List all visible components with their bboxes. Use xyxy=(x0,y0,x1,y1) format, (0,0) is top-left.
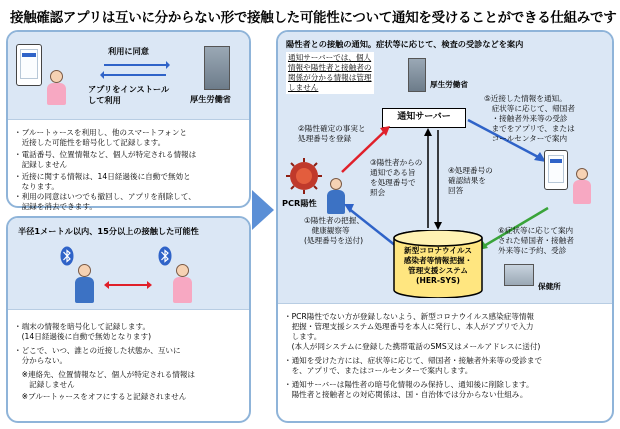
notified-person-body xyxy=(573,180,591,204)
step-6: ⑥症状等に応じて案内 された帰国者・接触者 外来等に予約、受診 xyxy=(498,226,574,255)
panel-proximity xyxy=(6,216,251,423)
panel1-bullet-3: ・近接に関する情報は、14日経過後に自動で無効と なります。 xyxy=(14,172,191,191)
hersys-box: 新型コロナウイルス 感染者等情報把握・ 管理支援システム (HER-SYS) xyxy=(403,246,473,285)
person-left-icon xyxy=(78,264,91,277)
panel2-bullet-3: ※連絡先、位置情報など、個人が特定される情報は 記録しません xyxy=(21,370,196,389)
notified-person-icon xyxy=(576,168,588,180)
flow-arrow xyxy=(252,190,274,230)
server-box: 通知サーバー xyxy=(382,108,466,128)
panel2-bullet-1: ・端末の情報を暗号化して記録します。 (14日経過後に自動で無効となります) xyxy=(14,322,152,341)
step-2: ②陽性確定の事実と 処理番号を登録 xyxy=(298,124,366,143)
server-note: 通知サーバーでは、個人 情報や陽性者と接触者の 関係が分かる情報は管理 しません xyxy=(288,53,372,92)
step-3: ③陽性者からの 通知である旨 を処理番号で 照会 xyxy=(370,158,423,197)
step-1: ①陽性者の把握、 健康観察等 (処理番号を送付) xyxy=(304,216,364,245)
notification-heading: 陽性者との接触の通知。症状等に応じて、検査の受診などを案内 xyxy=(286,39,524,49)
panel2-bullet-4: ※ブルートゥースをオフにすると記録されません xyxy=(14,392,187,401)
page-title: 接触確認アプリは互いに分からない形で接触した可能性について通知を受けることができる仕組みです xyxy=(10,10,617,26)
mhlw-label: 厚生労働省 xyxy=(190,94,231,104)
proximity-arrow xyxy=(104,280,152,290)
step-4: ④処理番号の 確認結果を 回答 xyxy=(448,166,493,195)
person-body xyxy=(47,83,66,105)
person-left-body xyxy=(75,277,94,303)
building-icon xyxy=(204,46,230,90)
health-center-label: 保健所 xyxy=(538,282,561,291)
phone-icon-2 xyxy=(544,150,568,190)
person-right-body xyxy=(173,277,192,303)
bluetooth-icon xyxy=(60,246,74,266)
mhlw-label-2: 厚生労働省 xyxy=(430,80,468,89)
install-label: アプリをインストール して利用 xyxy=(88,84,170,105)
panel3-bullet-3: ・通知サーバーは陽性者の暗号化情報のみ保持し、通知後に削除します。 陽性者と接触者との対応関係は、国・自治体では分からない仕組み。 xyxy=(284,380,534,399)
pcr-label: PCR陽性 xyxy=(282,198,317,208)
person-icon xyxy=(50,70,63,83)
panel1-bullet-4: ・利用の同意はいつでも撤回し、アプリを削除して、 記録を消去できます。 xyxy=(14,192,196,211)
panel3-bullet-1: ・PCR陽性でない方が登録しないよう、新型コロナウイルス感染症等情報 把握・管理支援システム処理番号を本人に発行し、本人がアプリで入力 します。 (本人が同システムに登録した携帯電話のSMS又はメールアドレスに送付) xyxy=(284,312,541,351)
panel2-bullet-2: ・どこで、いつ、誰との近接した状態か、互いに 分からない。 xyxy=(14,346,181,365)
person-right-icon xyxy=(176,264,189,277)
bluetooth-icon-2 xyxy=(158,246,172,266)
panel3-bullet-2: ・通知を受けた方には、症状等に応じて、帰国者・接触者外来等の受診まで を、アプリで、またはコールセンターで案内します。 xyxy=(284,356,543,375)
consent-arrows xyxy=(100,60,170,80)
panel1-bullet-1: ・ブルートゥースを利用し、他のスマートフォンと 近接した可能性を暗号化して記録します。 xyxy=(14,128,188,147)
hospital-icon xyxy=(504,264,534,286)
phone-icon xyxy=(16,44,42,86)
panel1-bullet-2: ・電話番号、位置情報など、個人が特定される情報は 記録しません xyxy=(14,150,197,169)
step-5: ⑤近接した情報を通知。 症状等に応じて、帰国者 ・接触者外来等の受診 までをアプリで、または コールセンターで案内 xyxy=(484,94,575,143)
panel-notification xyxy=(276,30,614,423)
panel-consent xyxy=(6,30,251,211)
consent-label: 利用に同意 xyxy=(108,46,149,56)
proximity-heading: 半径1メートル以内、15分以上の接触した可能性 xyxy=(18,226,199,236)
